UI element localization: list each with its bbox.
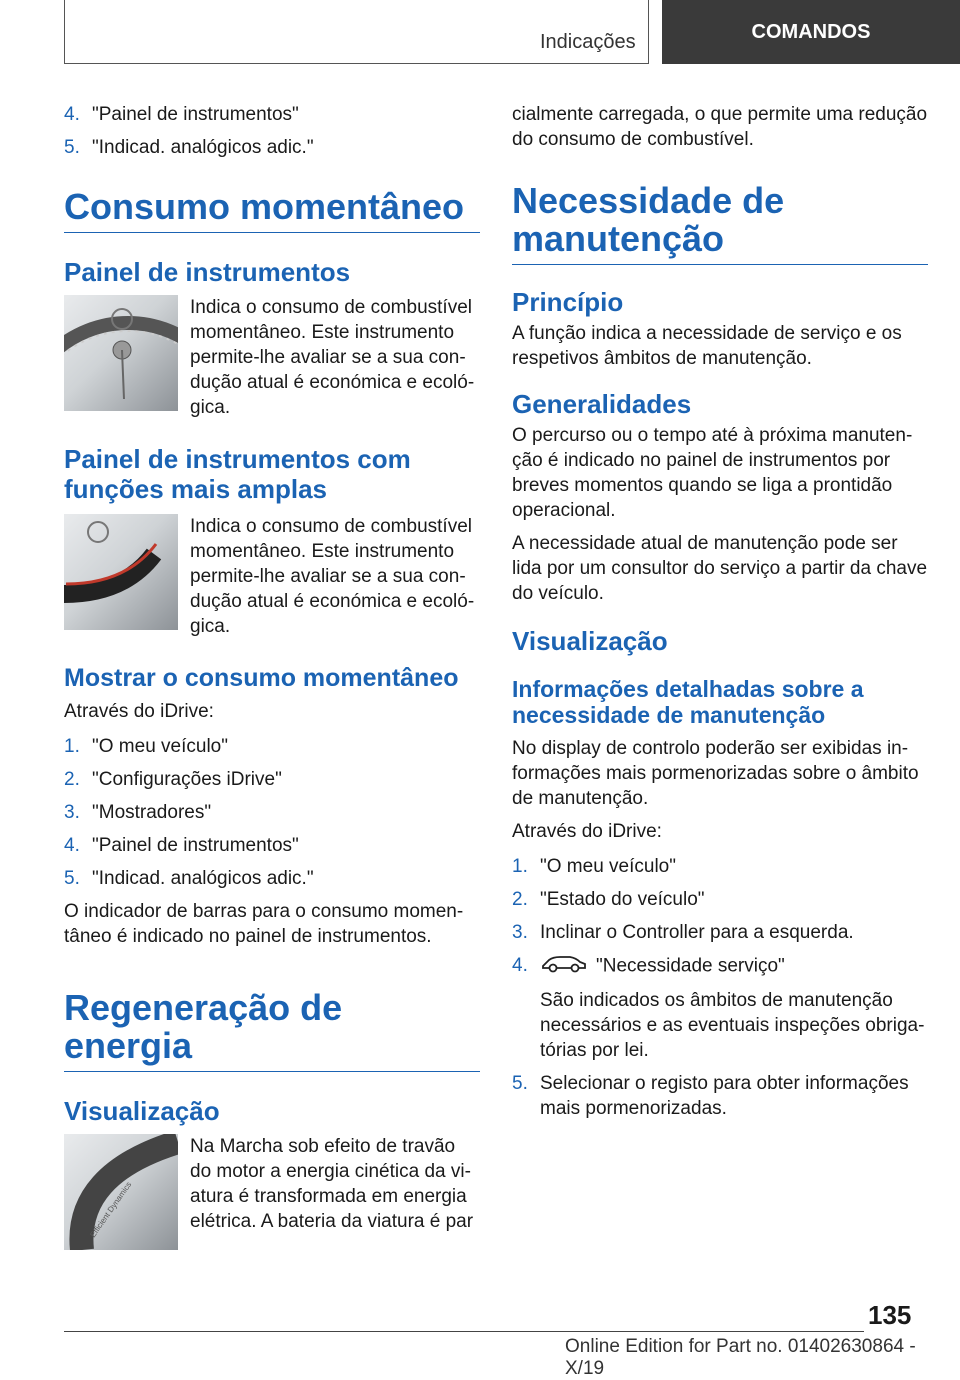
- step-item: [64, 800, 480, 825]
- step-number: 1.: [512, 856, 528, 877]
- footer-edition: Online Edition for Part no. 01402630864 - X/19: [565, 1336, 916, 1379]
- step-item: [64, 734, 480, 759]
- step-item: [512, 854, 928, 879]
- continued-text: cialmente carregada, o que permite uma redução do consumo de combustível.: [512, 104, 928, 150]
- bar-indicator-text: O indicador de barras para o consumo momentâneo é indicado no painel de instrumentos.: [64, 901, 464, 947]
- list-number: 4.: [64, 104, 80, 125]
- heading-necessidade: Necessidade de manutenção: [512, 182, 928, 265]
- list-number: 5.: [64, 137, 80, 158]
- step-item: [512, 1071, 928, 1121]
- step-text: Inclinar o Controller para a esquerda.: [540, 922, 854, 943]
- info-text: No display de controlo poderão ser exibidas informações mais pormenorizadas sobre o âmbito de manutenção.: [512, 738, 919, 809]
- step-text: "Necessidade serviço": [596, 955, 785, 977]
- step-number: 3.: [64, 802, 80, 823]
- heading-painel: Painel de instrumentos: [64, 257, 351, 287]
- step-subtext: São indicados os âmbitos de manutenção necessários e as eventuais inspeções obrigatórias por lei.: [540, 990, 925, 1061]
- heading-principio: Princípio: [512, 287, 624, 317]
- step-number: 5.: [512, 1073, 528, 1094]
- figure-painel: [64, 295, 480, 420]
- step-text: "Estado do veículo": [540, 889, 705, 910]
- step-item: [64, 866, 480, 891]
- step-item: [512, 887, 928, 912]
- list-text: "Indicad. analógicos adic.": [92, 137, 314, 158]
- heading-painel-amplas: Painel de instrumentos com funções mais amplas: [64, 444, 411, 504]
- step-number: 1.: [64, 736, 80, 757]
- step-text: "O meu veículo": [92, 736, 228, 757]
- header-section: Indicações: [540, 31, 636, 53]
- step-item: [512, 953, 928, 1063]
- step-number: 5.: [64, 868, 80, 889]
- step-item: [64, 833, 480, 858]
- step-text: Selecionar o registo para obter informações mais pormenorizadas.: [540, 1073, 909, 1119]
- step-number: 2.: [512, 889, 528, 910]
- page-number: 135: [868, 1300, 912, 1330]
- step-item: [512, 920, 928, 945]
- heading-consumo: Consumo momentâneo: [64, 188, 480, 233]
- painel-text: Indica o consumo de combustível momentâneo. Este instrumento permite-lhe avaliar se a sua condução atual é económica e ecológica.: [190, 297, 475, 418]
- footer-rule: [64, 1331, 864, 1332]
- list-text: "Painel de instrumentos": [92, 104, 299, 125]
- heading-visual: Visualização: [64, 1096, 220, 1126]
- generalidades-text-1: O percurso ou o tempo até à próxima manutenção é indicado no painel de instrumentos por breves momentos quando se liga a prontidão operacional.: [512, 425, 913, 521]
- through-idrive-right: Através do iDrive:: [512, 821, 662, 842]
- step-text: "Painel de instrumentos": [92, 835, 299, 856]
- step-text: "Indicad. analógicos adic.": [92, 868, 314, 889]
- heading-mostrar: Mostrar o consumo momentâneo: [64, 664, 459, 692]
- heading-informacoes: Informações detalhadas sobre a necessidade de manutenção: [512, 676, 864, 728]
- step-text: "O meu veículo": [540, 856, 676, 877]
- car-service-icon: [540, 953, 588, 980]
- gauge-image-3: [64, 1134, 178, 1250]
- amplas-text: Indica o consumo de combustível momentâneo. Este instrumento permite-lhe avaliar se a sua condução atual é económica e ecológica.: [190, 516, 475, 637]
- figure-amplas: [64, 514, 480, 639]
- gauge-image-2: [64, 514, 178, 630]
- list-item: [64, 102, 480, 127]
- regen-text: Na Marcha sob efeito de travão do motor a energia cinética da viatura é transformada em energia elétrica. A bateria da viatura é par: [190, 1136, 474, 1232]
- step-number: 4.: [512, 955, 528, 976]
- list-item: [64, 135, 480, 160]
- step-text: "Configurações iDrive": [92, 769, 282, 790]
- step-content: [540, 953, 928, 1063]
- efficient-dynamics-label: Efficient Dynamics: [88, 1180, 134, 1240]
- heading-visualizacao: Visualização: [512, 626, 668, 656]
- step-text: "Mostradores": [92, 802, 212, 823]
- step-item: [64, 767, 480, 792]
- step-number: 4.: [64, 835, 80, 856]
- header-chapter: COMANDOS: [662, 0, 960, 64]
- left-column: [64, 102, 480, 1250]
- heading-generalidades: Generalidades: [512, 389, 692, 419]
- step-number: 3.: [512, 922, 528, 943]
- gauge-image-1: [64, 295, 178, 411]
- right-column: [512, 102, 928, 1129]
- through-idrive: Através do iDrive:: [64, 701, 214, 722]
- generalidades-text-2: A necessidade atual de manutenção pode ser lida por um consultor do serviço a partir da chave do veículo.: [512, 533, 928, 604]
- heading-regen: Regeneração de energia: [64, 989, 480, 1072]
- figure-regen: [64, 1134, 480, 1250]
- principio-text: A função indica a necessidade de serviço e os respetivos âmbitos de manutenção.: [512, 323, 902, 369]
- step-number: 2.: [64, 769, 80, 790]
